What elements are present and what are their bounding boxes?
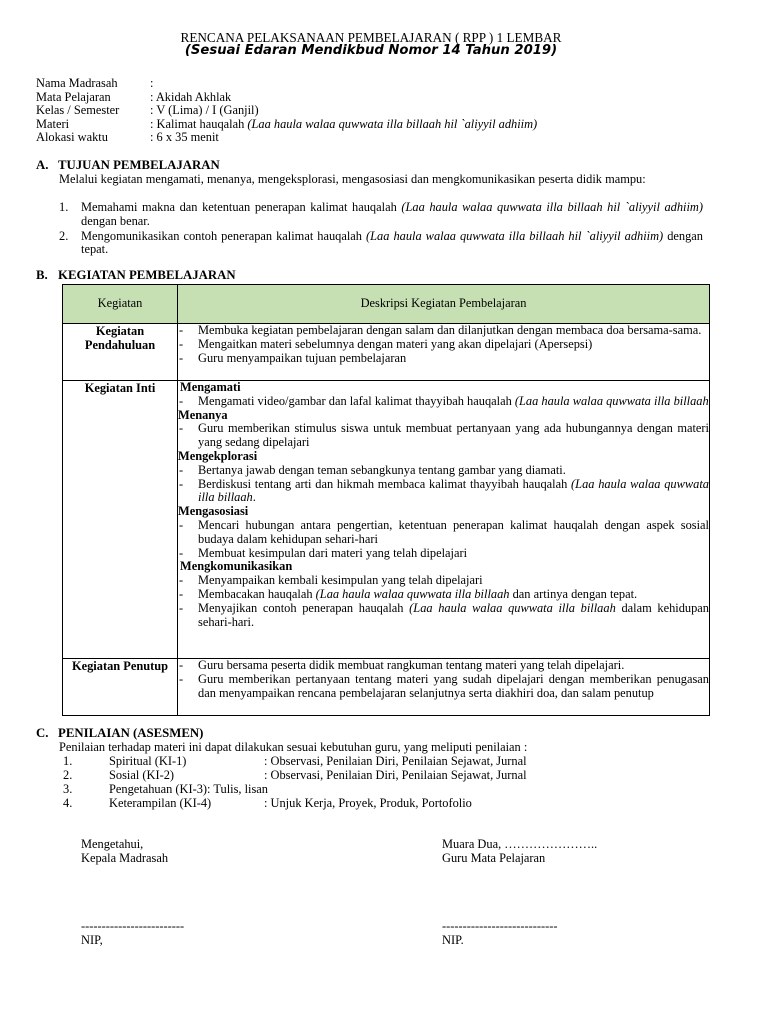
row-description [178,324,710,381]
list-item: - Menyampaikan kembali kesimpulan yang telah dipelajari [179,573,483,588]
info-label: Kelas / Semester [36,103,120,118]
assessment-item: 2. Sosial (KI-2) : Observasi, Penilaian Diri, Penilaian Sejawat, Jurnal [63,768,527,782]
list-item: - Guru bersama peserta didik membuat rangkuman tentang materi yang telah dipelajari. [179,658,625,672]
sign-left-acknowledge: Mengetahui, [81,837,144,851]
info-label: Mata Pelajaran [36,89,111,104]
list-item: - Guru memberikan pertanyaan tentang materi yang sudah dipelajari dengan memberikan penugasan dan menyampaikan rencana pembelajaran selanjutnya serta diakhiri doa, dan salam penutup [179,671,709,700]
info-value: : V (Lima) / I (Ganjil) [150,103,259,118]
row-label: Kegiatan Pendahuluan [63,324,178,381]
sign-right-role: Guru Mata Pelajaran [442,850,546,865]
list-item: - Membacakan hauqalah (Laa haula walaa quwwata illa billaah dan artinya dengan tepat. [179,586,638,601]
info-value: : 6 x 35 menit [150,130,219,145]
sign-left-nip: NIP, [81,932,103,947]
info-row-kelas [36,104,537,118]
list-item: - Bertanya jawab dengan teman sebangkunya tentang gambar yang diamati. [179,462,566,477]
row-description [178,659,710,716]
info-label: Materi [36,116,70,131]
identity-block [36,77,537,145]
signature-left [81,838,168,866]
document-title: RENCANA PELAKSANAAN PEMBELAJARAN ( RPP ) 1 LEMBAR [180,30,562,45]
info-row-materi [36,118,537,132]
section-c-intro: Penilaian terhadap materi ini dapat dilakukan sesuai kebutuhan guru, yang meliputi penilaian : [59,740,528,754]
subheading-mengkomunikasikan: Mengkomunikasikan [180,559,293,574]
info-value: : Kalimat hauqalah (Laa haula walaa quwwata illa billaah hil `aliyyil adhiim) [150,116,538,131]
sign-left-role: Kepala Madrasah [81,850,169,865]
info-label: Nama Madrasah [36,76,118,90]
table-row-inti [63,381,710,659]
section-a-intro: Melalui kegiatan mengamati, menanya, mengeksplorasi, mengasosiasi dan mengkomunikasikan peserta didik mampu: [59,172,646,186]
objective-item: 1. Memahami makna dan ketentuan penerapan kalimat hauqalah (Laa haula walaa quwwata illa billaah hil `aliyyil adhiim) dengan benar. [59,200,704,228]
list-item: - Guru memberikan stimulus siswa untuk membuat pertanyaan yang ada hubungannya dengan materi yang sedang dipelajari [179,421,709,450]
table-header-row [63,285,710,324]
row-label: Kegiatan Inti [63,381,178,659]
signature-right-bottom [442,920,558,948]
document-subtitle: (Sesuai Edaran Mendikbud Nomor 14 Tahun 2019) [184,43,558,58]
objective-list [59,201,703,257]
objective-item: 2. Mengomunikasikan contoh penerapan kalimat hauqalah (Laa haula walaa quwwata illa billaah hil `aliyyil adhiim) dengan tepat. [59,228,703,257]
info-value: : Akidah Akhlak [150,89,232,104]
subheading-menanya: Menanya [178,407,228,422]
list-item: - Guru menyampaikan tujuan pembelajaran [179,350,407,365]
section-a-heading: A. TUJUAN PEMBELAJARAN [36,158,220,172]
info-row-mapel [36,91,537,105]
info-row-madrasah [36,77,537,91]
info-row-waktu [36,131,537,145]
info-label: Alokasi waktu [36,130,108,145]
table-row-penutup [63,659,710,716]
table-row-pendahuluan [63,324,710,381]
assessment-list [59,755,527,811]
assessment-item: 1. Spiritual (KI-1) : Observasi, Penilaian Diri, Penilaian Sejawat, Jurnal [63,754,527,768]
section-b-heading: B. KEGIATAN PEMBELAJARAN [36,268,236,282]
info-value: : [150,76,154,90]
list-item: - Membuka kegiatan pembelajaran dengan salam dan dilanjutkan dengan membaca doa bersama-sama. [179,323,702,337]
row-label: Kegiatan Penutup [63,659,178,716]
subheading-mengamati: Mengamati [180,380,241,394]
sign-right-line: ---------------------------- [442,919,558,933]
list-item: - Membuat kesimpulan dari materi yang telah dipelajari [179,545,468,560]
column-header-kegiatan: Kegiatan [63,285,178,324]
column-header-deskripsi: Deskripsi Kegiatan Pembelajaran [178,285,710,324]
signature-right [442,838,597,866]
sign-right-place-date: Muara Dua, ………………….. [442,837,598,851]
section-c-heading: C. PENILAIAN (ASESMEN) [36,726,204,740]
subheading-mengasosiasi: Mengasosiasi [178,504,249,519]
sign-left-line: ------------------------- [81,919,185,933]
list-item: - Berdiskusi tentang arti dan hikmah membaca kalimat thayyibah hauqalah (Laa haula walaa quwwata illa billaah. [179,476,709,505]
list-item: - Mencari hubungan antara pengertian, ketentuan penerapan kalimat hauqalah dengan aspek sosial budaya dalam kehidupan sehari-hari [179,517,709,546]
activity-table [62,284,710,716]
sign-right-nip: NIP. [442,932,464,947]
row-description [178,381,710,659]
assessment-item: 4. Keterampilan (KI-4) : Unjuk Kerja, Proyek, Produk, Portofolio [63,796,472,810]
list-item: - Mengaitkan materi sebelumnya dengan materi yang akan dipelajari (Apersepsi) [179,336,593,351]
list-item: - Menyajikan contoh penerapan hauqalah (Laa haula walaa quwwata illa billaah dalam kehidupan sehari-hari. [179,600,709,629]
signature-left-bottom [81,920,184,948]
assessment-item: 3. Pengetahuan (KI-3): Tulis, lisan [63,782,269,796]
subheading-mengeksplorasi: Mengekplorasi [178,448,258,463]
list-item: - Mengamati video/gambar dan lafal kalimat thayyibah hauqalah (Laa haula walaa quwwata illa billaah [179,393,709,408]
